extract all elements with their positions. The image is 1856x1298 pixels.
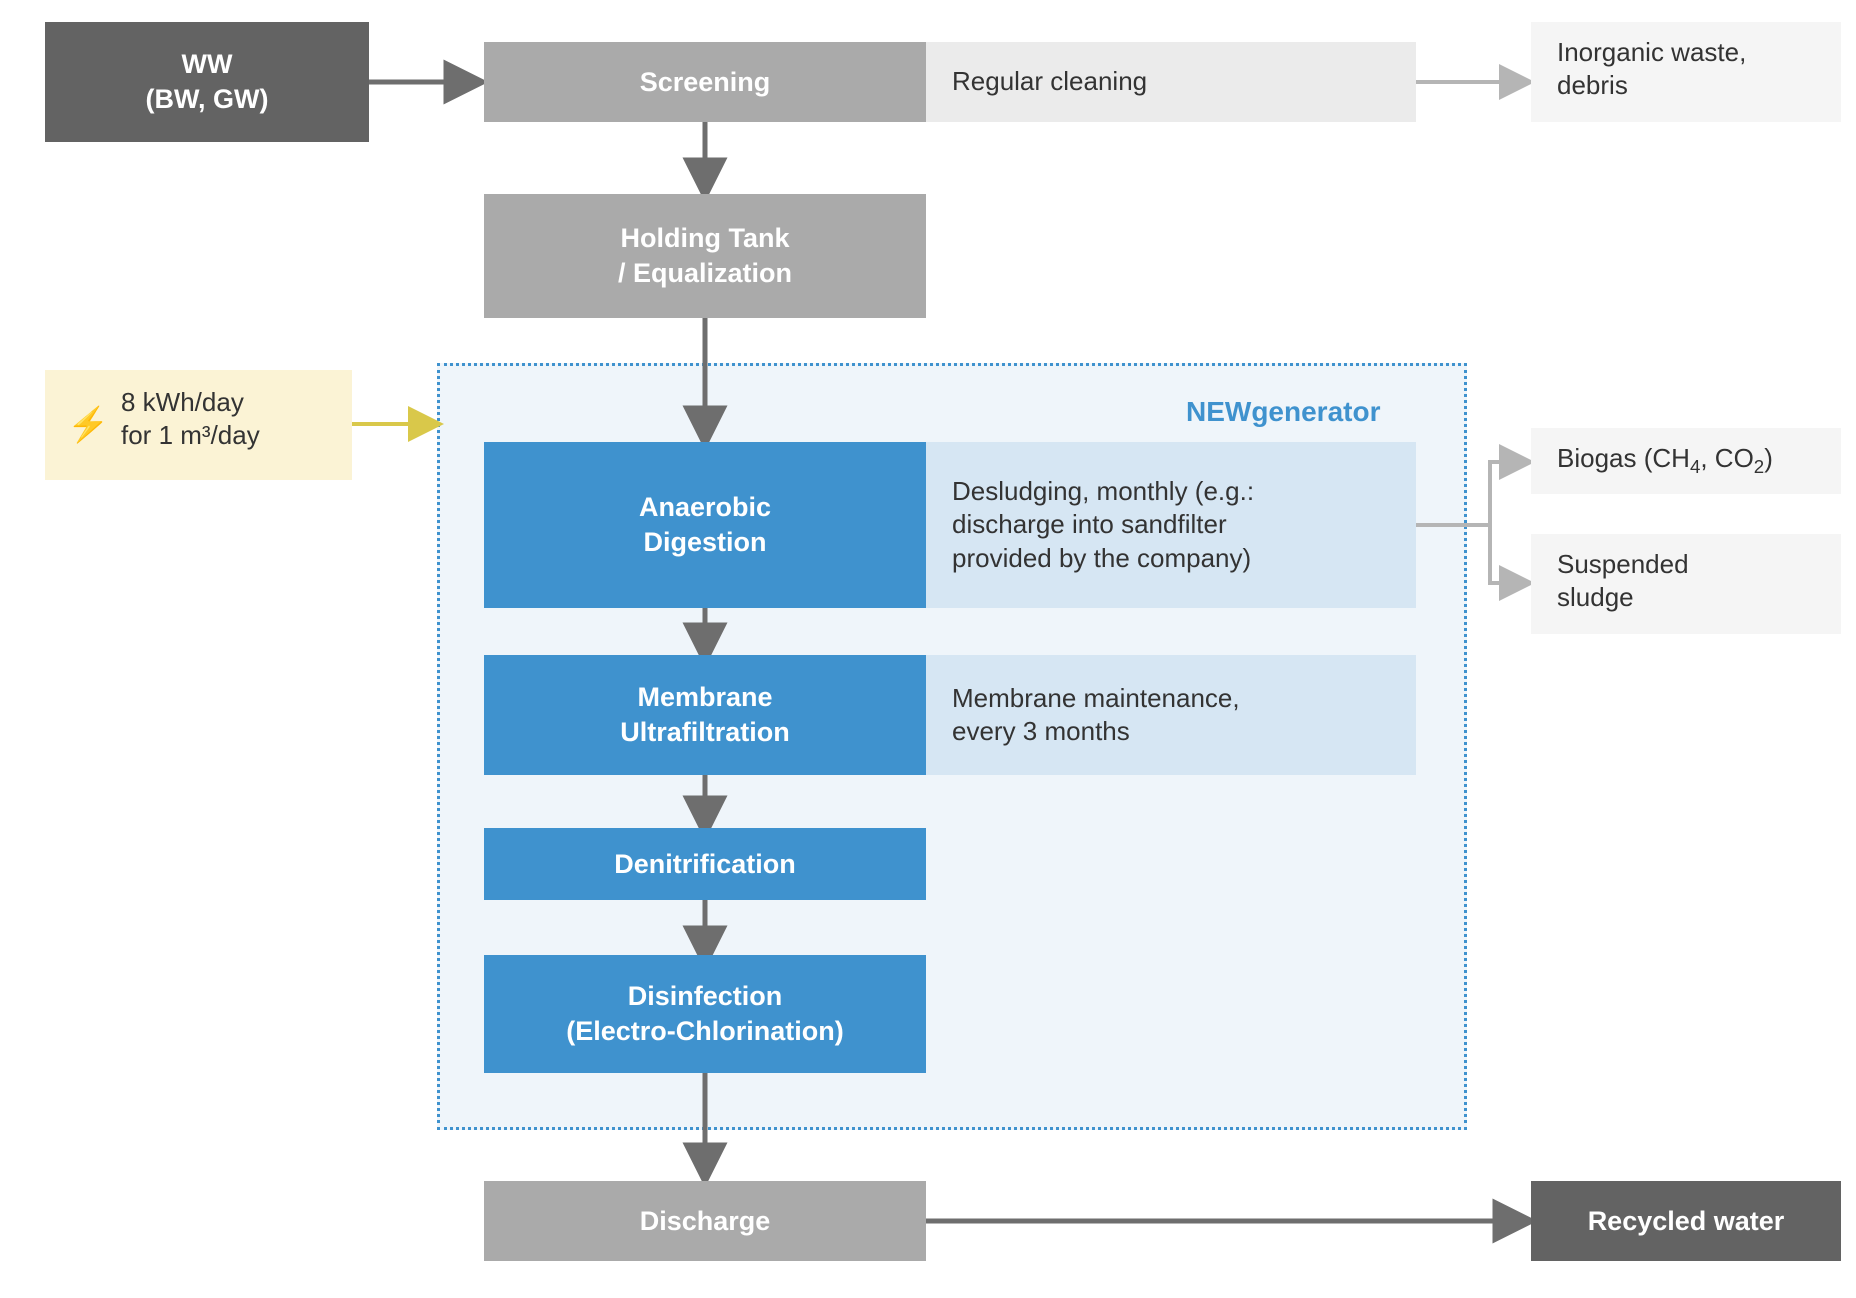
newgenerator-label: NEWgenerator bbox=[1186, 396, 1381, 427]
note-desludging-line1: Desludging, monthly (e.g.: bbox=[952, 476, 1255, 507]
note-membrane-maintenance bbox=[926, 655, 1416, 775]
output-inorganic-line2: debris bbox=[1557, 70, 1628, 101]
output-inorganic-waste bbox=[1531, 22, 1841, 122]
input-wastewater-box bbox=[45, 22, 369, 142]
step-denitrification bbox=[484, 828, 926, 900]
note-membrane-line1: Membrane maintenance, bbox=[952, 682, 1240, 713]
step-screening-label: Screening bbox=[639, 66, 771, 97]
output-recycled-water-label: Recycled water bbox=[1587, 1205, 1785, 1236]
input-line2: (BW, GW) bbox=[145, 84, 269, 114]
step-anaerobic-line1: Anaerobic bbox=[638, 492, 772, 523]
output-sludge-line2: sludge bbox=[1557, 582, 1634, 613]
output-biogas-text: Biogas ($CH_4$, $CO_2$) bbox=[1557, 443, 1773, 478]
step-discharge-label: Discharge bbox=[639, 1205, 771, 1236]
output-suspended-sludge bbox=[1531, 534, 1841, 634]
step-denitrification-label: Denitrification bbox=[614, 848, 796, 879]
note-desludging-line3: provided by the company) bbox=[952, 542, 1252, 573]
step-screening bbox=[484, 42, 926, 122]
note-regular-cleaning bbox=[926, 42, 1416, 122]
output-inorganic-line1: Inorganic waste, bbox=[1557, 37, 1747, 67]
step-holding-tank-line1: Holding Tank bbox=[620, 223, 790, 254]
step-anaerobic-digestion bbox=[484, 442, 926, 608]
note-desludging bbox=[926, 442, 1416, 608]
note-desludging-line2: discharge into sandfilter bbox=[952, 509, 1227, 540]
step-disinfection-line1: Disinfection bbox=[627, 981, 783, 1012]
energy-line2: for 1 m³/day bbox=[121, 420, 260, 451]
step-anaerobic-line2: Digestion bbox=[643, 527, 767, 557]
step-holding-tank-line2: / Equalization bbox=[617, 258, 792, 288]
output-sludge-line1: Suspended bbox=[1557, 549, 1689, 579]
step-holding-tank bbox=[484, 194, 926, 318]
output-biogas bbox=[1531, 428, 1841, 494]
input-line1: WW bbox=[181, 49, 233, 80]
note-regular-cleaning-text: Regular cleaning bbox=[952, 66, 1148, 97]
lightning-bolt-icon: ⚡ bbox=[67, 406, 110, 444]
step-disinfection-line2: (Electro-Chlorination) bbox=[566, 1016, 844, 1046]
energy-requirement-box bbox=[45, 370, 352, 480]
step-membrane-line2: Ultrafiltration bbox=[620, 717, 790, 747]
step-disinfection bbox=[484, 955, 926, 1073]
note-membrane-line2: every 3 months bbox=[952, 716, 1130, 746]
output-recycled-water bbox=[1531, 1181, 1841, 1261]
step-membrane-line1: Membrane bbox=[637, 682, 773, 713]
energy-line1: 8 kWh/day bbox=[121, 387, 244, 417]
step-discharge bbox=[484, 1181, 926, 1261]
step-membrane-ultrafiltration bbox=[484, 655, 926, 775]
